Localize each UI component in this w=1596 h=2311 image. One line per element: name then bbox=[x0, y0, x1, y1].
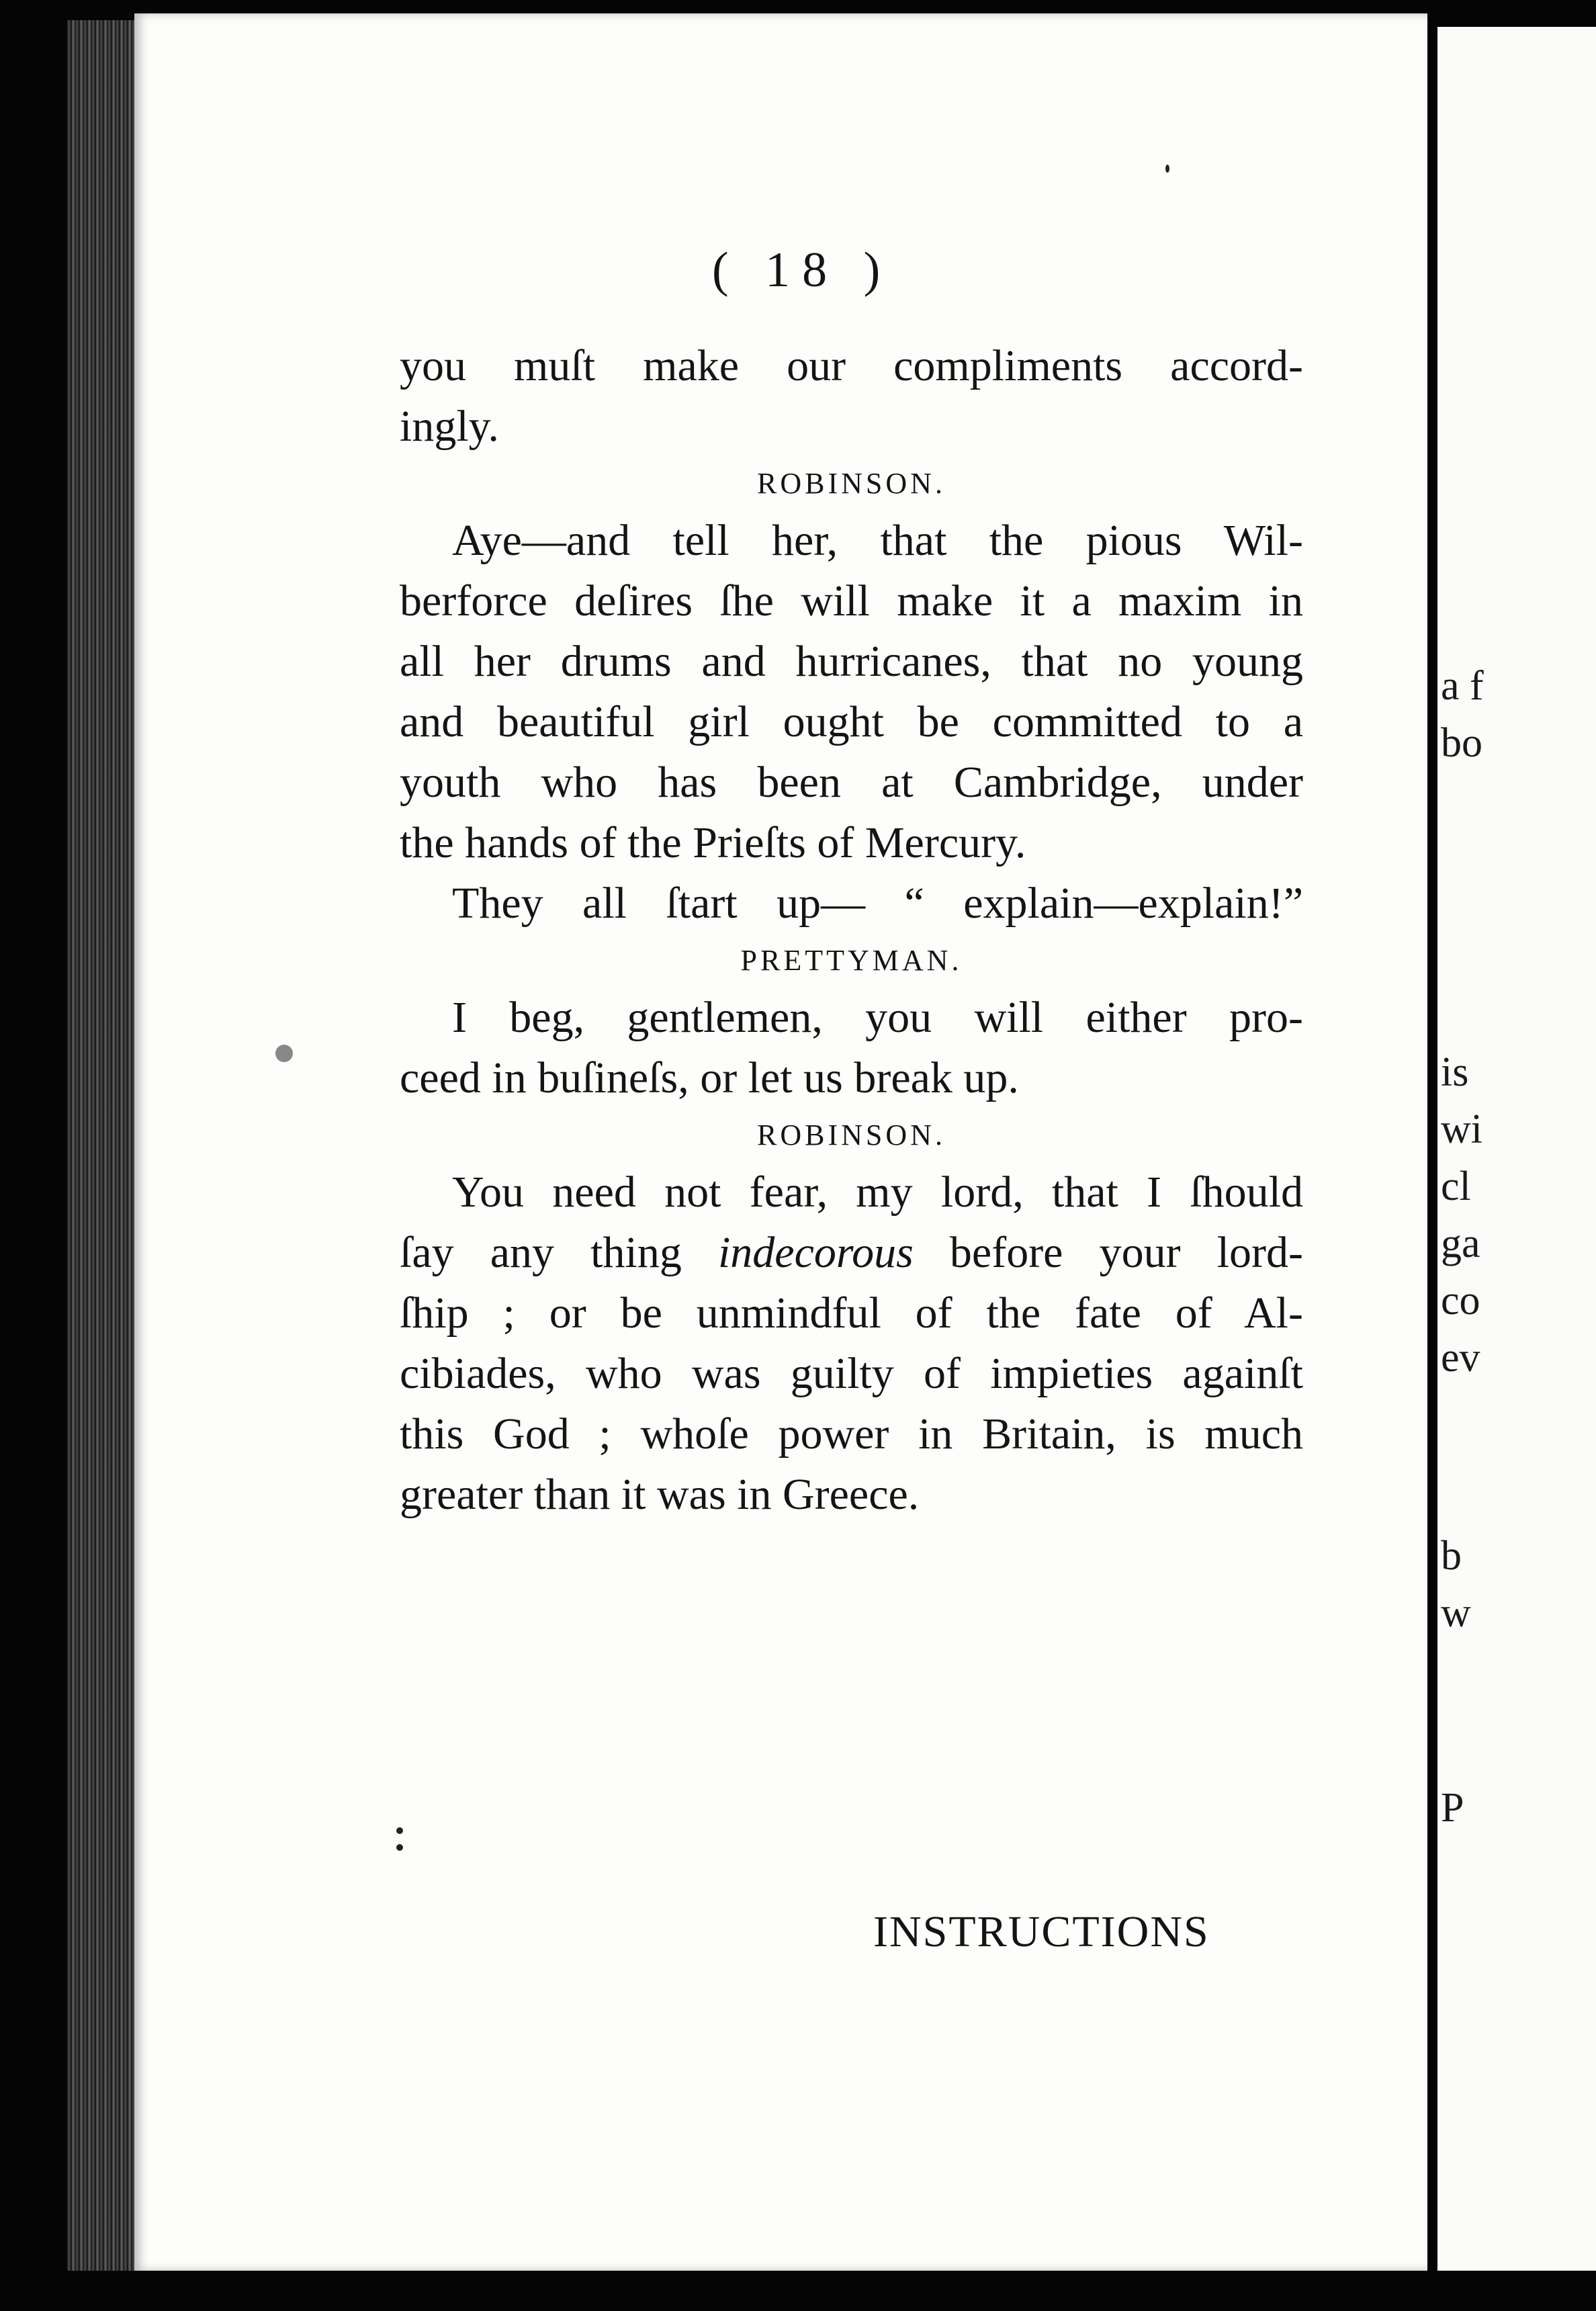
text-line: berforce deſires ſhe will make it a maxim in bbox=[400, 576, 1303, 625]
facing-fragment: cl bbox=[1441, 1164, 1471, 1209]
facing-fragment: wi bbox=[1441, 1106, 1482, 1152]
facing-fragment: w bbox=[1441, 1590, 1471, 1636]
scan-speck bbox=[275, 1045, 293, 1062]
facing-page bbox=[1437, 27, 1596, 2271]
text-line: greater than it was in Greece. bbox=[400, 1470, 920, 1519]
facing-fragment: co bbox=[1441, 1278, 1480, 1323]
text-line: the hands of the Prieſts of Mercury. bbox=[400, 818, 1026, 867]
text-line: you muſt make our compliments accord- bbox=[400, 341, 1303, 390]
facing-fragment: bo bbox=[1441, 720, 1482, 766]
text-line: ſay any thing indecorous before your lord- bbox=[400, 1228, 1303, 1277]
text-line: Aye—and tell her, that the pious Wil- bbox=[452, 516, 1303, 565]
text-line: They all ſtart up— “ explain—explain!” bbox=[452, 879, 1303, 928]
italic-word: indecorous bbox=[717, 1228, 914, 1277]
catchword: INSTRUCTIONS bbox=[873, 1907, 1210, 1956]
text-line: all her drums and hurricanes, that no young bbox=[400, 637, 1303, 686]
book-gutter bbox=[67, 20, 141, 2271]
text-line: ſhip ; or be unmindful of the fate of Al- bbox=[400, 1289, 1303, 1338]
page-number: ( 18 ) bbox=[712, 243, 893, 298]
speaker-name: ROBINSON. bbox=[757, 467, 946, 500]
facing-fragment: ev bbox=[1441, 1335, 1480, 1381]
scan-speck bbox=[396, 1827, 403, 1834]
speaker-name: ROBINSON. bbox=[757, 1119, 946, 1151]
text-line: cibiades, who was guilty of impieties againſt bbox=[400, 1349, 1303, 1398]
facing-fragment: ga bbox=[1441, 1221, 1480, 1266]
text-line: You need not fear, my lord, that I ſhould bbox=[452, 1168, 1303, 1217]
text-line: ceed in buſineſs, or let us break up. bbox=[400, 1053, 1019, 1102]
scan-speck bbox=[1165, 165, 1169, 173]
text-line: ingly. bbox=[400, 402, 499, 451]
text-block bbox=[400, 336, 1303, 1525]
facing-fragment: is bbox=[1441, 1049, 1469, 1095]
facing-fragment: b bbox=[1441, 1533, 1462, 1579]
text-line: youth who has been at Cambridge, under bbox=[400, 758, 1303, 807]
text-line: and beautiful girl ought be committed to a bbox=[400, 697, 1303, 746]
text-line: I beg, gentlemen, you will either pro- bbox=[452, 993, 1303, 1042]
speaker-name: PRETTYMAN. bbox=[740, 944, 963, 977]
facing-fragment: P bbox=[1441, 1785, 1464, 1831]
facing-fragment: a f bbox=[1441, 663, 1484, 709]
text-line: this God ; whoſe power in Britain, is much bbox=[400, 1409, 1303, 1458]
scan-speck bbox=[396, 1844, 403, 1851]
